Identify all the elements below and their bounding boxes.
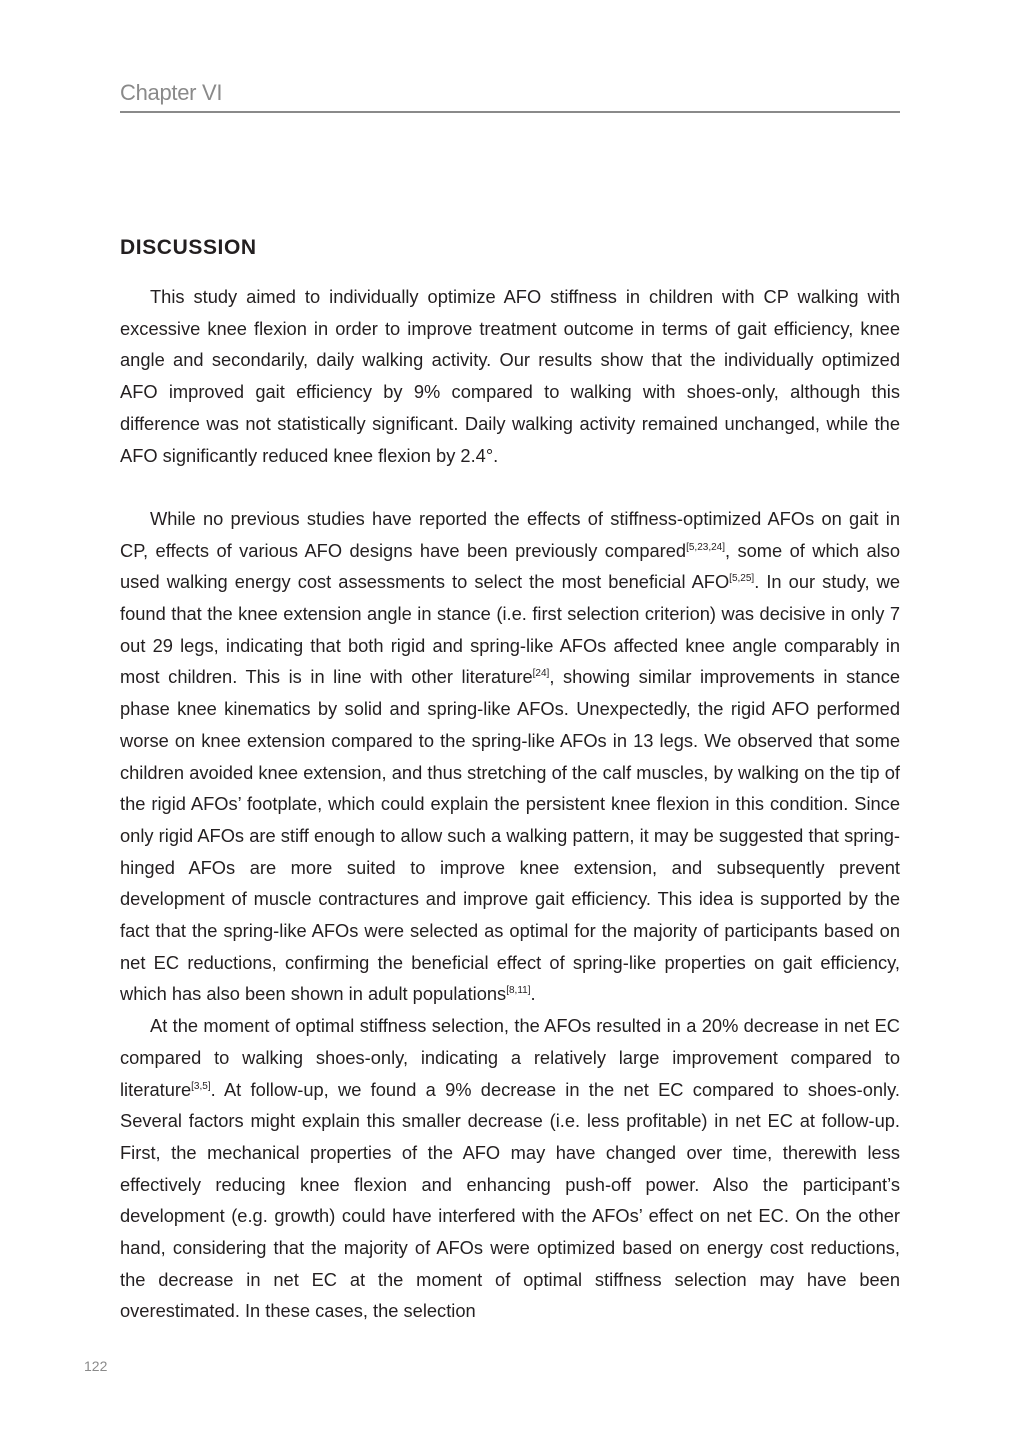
citation: [8,11]: [506, 985, 531, 997]
text-run: . At follow-up, we found a 9% decrease in the net EC compared to shoes-only. Several factors might explain this smaller decrease (i.e. less profitable) in net EC at follow-up. First, the mechanical properties of the AFO may have changed over time, therewith less effectively reducing knee flexion and enhancing push-off power. Also the participant’s development (e.g. growth) could have interfered with the AFOs’ effect on net EC. On the other hand, considering that the majority of AFOs were optimized based on energy cost reductions, the decrease in net EC at the moment of optimal stiffness selection may have been overestimated. In these cases, the selection: [120, 1078, 900, 1322]
section-heading: DISCUSSION: [120, 236, 257, 259]
body-text: [120, 281, 900, 1327]
text-run: . In our study, we found that the knee extension angle in stance (i.e. first selection criterion) was decisive in only 7 out 29 legs, indicating that both rigid and spring-like AFOs affected knee angle comparably in most children. This is in line with other literature: [120, 571, 900, 688]
running-header: [120, 80, 900, 113]
paragraph: [120, 1010, 900, 1327]
text-run: , showing similar improvements in stance phase knee kinematics by solid and spring-like AFOs. Unexpectedly, the rigid AFO performed worse on knee extension compared to the spring-like AFOs in 13 legs. We observed that some children avoided knee extension, and thus stretching of the calf muscles, by walking on the tip of the rigid AFOs’ footplate, which could explain the persistent knee flexion in this condition. Since only rigid AFOs are stiff enough to allow such a walking pattern, it may be suggested that spring-hinged AFOs are more suited to improve knee extension, and subsequently prevent development of muscle contractures and improve gait efficiency. This idea is supported by the fact that the spring-like AFOs were selected as optimal for the majority of participants based on net EC reductions, confirming the beneficial effect of spring-like properties on gait efficiency, which has also been shown in adult populations: [120, 666, 901, 1005]
text-run: .: [530, 983, 536, 1005]
text-run: This study aimed to individually optimize AFO stiffness in children with CP walking with excessive knee flexion in order to improve treatment outcome in terms of gait efficiency, knee angle and secondarily, daily walking activity. Our results show that the individually optimized AFO improved gait efficiency by 9% compared to walking with shoes-only, although this difference was not statistically significant. Daily walking activity remained unchanged, while the AFO significantly reduced knee flexion by 2.4°.: [120, 286, 900, 466]
chapter-label: Chapter VI: [120, 80, 223, 105]
text-run: , some of which also used walking energy cost assessments to select the most beneficial AFO: [120, 539, 900, 593]
citation: [5,25]: [729, 573, 755, 585]
paragraph: [120, 281, 900, 471]
paragraph: [120, 503, 900, 1010]
citation: [24]: [532, 668, 550, 680]
page-number: 122: [84, 1358, 108, 1374]
citation: [5,23,24]: [686, 541, 725, 553]
text-run: At the moment of optimal stiffness selection, the AFOs resulted in a 20% decrease in net EC compared to walking shoes-only, indicating a relatively large improvement compared to literature: [120, 1015, 900, 1100]
citation: [3,5]: [191, 1080, 211, 1092]
text-run: While no previous studies have reported the effects of stiffness-optimized AFOs on gait in CP, effects of various AFO designs have been previously compared: [120, 507, 900, 561]
